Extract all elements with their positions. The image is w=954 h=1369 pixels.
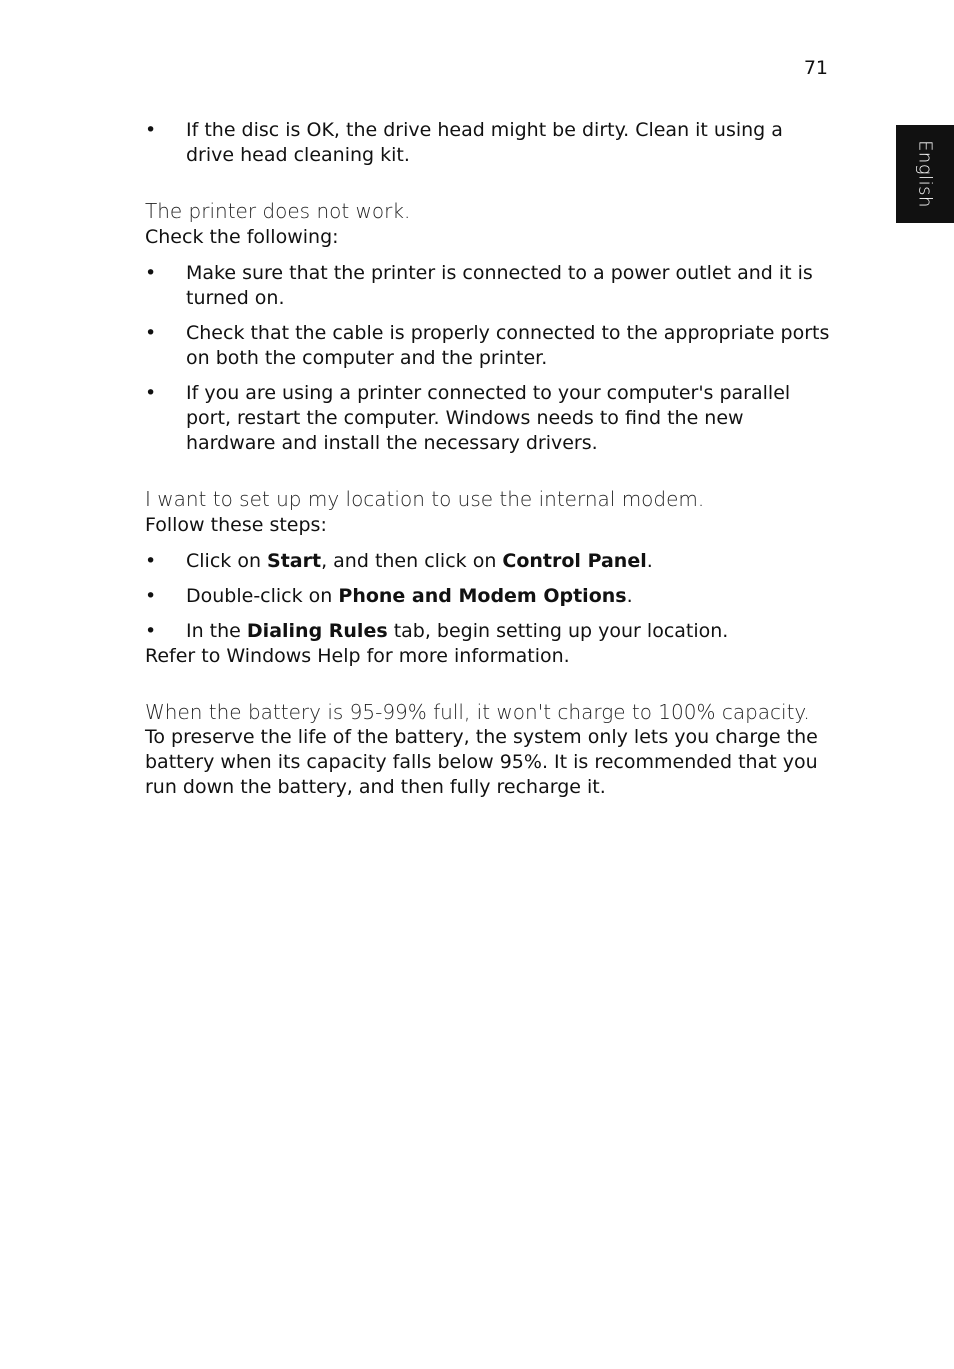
language-tab [896, 125, 954, 223]
list-item: • Make sure that the printer is connected to a power outlet and it is turned on. [145, 261, 835, 311]
modem-steps-list [145, 549, 835, 644]
step-text: , and then click on [321, 550, 503, 572]
language-tab-label: English [914, 140, 936, 208]
step-text: Click on [186, 550, 268, 572]
list-item [145, 584, 835, 609]
dialing-rules-label: Dialing Rules [246, 620, 388, 642]
modem-footer-note: Refer to Windows Help for more information. [145, 645, 570, 667]
step-text: . [646, 550, 653, 572]
disc-bullet-list [145, 118, 835, 168]
step-text: tab, begin setting up your location. [387, 620, 729, 642]
list-item: • If the disc is OK, the drive head might be dirty. Clean it using a drive head cleaning kit. [145, 118, 835, 168]
start-label: Start [267, 550, 322, 572]
list-item: • If you are using a printer connected to your computer's parallel port, restart the computer. Windows needs to find the new hardware and install the necessary drivers. [145, 381, 835, 456]
printer-intro: Check the following: [145, 226, 339, 248]
step-text: . [626, 585, 633, 607]
modem-heading: I want to set up my location to use the internal modem. [145, 487, 705, 511]
list-item: • Check that the cable is properly connected to the appropriate ports on both the computer and the printer. [145, 321, 835, 371]
printer-heading: The printer does not work. [145, 199, 411, 223]
battery-heading: When the battery is 95-99% full, it won't charge to 100% capacity. [145, 700, 810, 724]
step-text: Double-click on [186, 585, 339, 607]
page-number: 71 [803, 57, 828, 79]
battery-body: To preserve the life of the battery, the system only lets you charge the battery when its capacity falls below 95%. It is recommended that you run down the battery, and then fully recharge it. [145, 726, 818, 798]
control-panel-label: Control Panel [502, 550, 647, 572]
phone-modem-options-label: Phone and Modem Options [338, 585, 627, 607]
list-item [145, 619, 835, 644]
list-item [145, 549, 835, 574]
page-content [145, 118, 835, 800]
step-text: In the [186, 620, 247, 642]
printer-bullet-list [145, 261, 835, 456]
modem-intro: Follow these steps: [145, 514, 327, 536]
